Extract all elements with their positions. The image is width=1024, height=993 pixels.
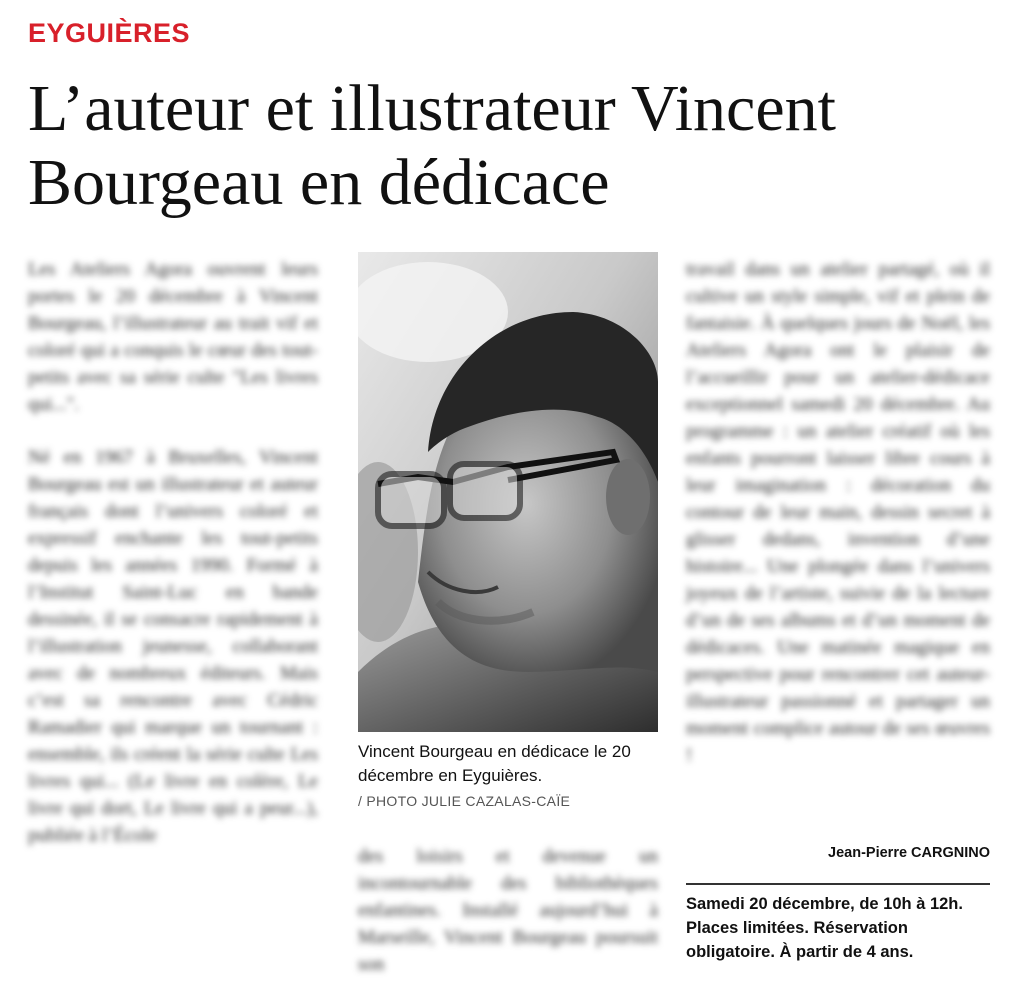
infobox-divider — [686, 883, 990, 885]
article-body-right: travail dans un atelier partagé, où il cultive un style simple, vif et plein de fantaisie. À quelques jours de Noël, les Ateliers Agora ont le plaisir de l’accueillir pour un atelier-dédicace exceptionnel samedi 20 décembre. Au programme : un atelier créatif où les enfants pourront laisser libre cours à leur imagination : décoration du contour de leur main, dessin secret à glisser dedans, invention d’une histoire... Une plongée dans l’univers joyeux de l’artiste, suivie de la lecture d’un de ses albums et d’un moment de dédicaces. Une matinée magique en perspective pour rencontrer cet auteur-illustrateur passionné et partager un moment complice autour de ses œuvres ! — [686, 259, 990, 766]
article-headline: L’auteur et illustrateur Vincent Bourgeau en dédicace — [28, 72, 836, 219]
photo-credit: / PHOTO JULIE CAZALAS-CAÏE — [358, 793, 571, 809]
author-byline: Jean-Pierre CARGNINO — [828, 845, 990, 861]
section-kicker: EYGUIÈRES — [28, 18, 191, 48]
photo-caption: Vincent Bourgeau en dédicace le 20 décembre en Eyguières. — [358, 742, 631, 785]
portrait-photo-graphic — [358, 252, 658, 732]
event-infobox: Samedi 20 décembre, de 10h à 12h. Places limitées. Réservation obligatoire. À partir de 4 ans. — [686, 895, 963, 961]
article-column-left — [28, 256, 318, 849]
article-column-middle — [358, 843, 658, 978]
article-column-right — [686, 256, 990, 769]
article-intro: Les Ateliers Agora ouvrent leurs portes le 20 décembre à Vincent Bourgeau, l’illustrateur au trait vif et coloré qui a conquis le cœur des tout-petits avec sa série culte "Les livres qui...". — [28, 259, 318, 415]
article-body-left: Né en 1967 à Bruxelles, Vincent Bourgeau est un illustrateur et auteur français dont l’univers coloré et expressif enchante les tout-petits depuis les années 1990. Formé à l’Institut Saint-Luc en bande dessinée, il se consacre rapidement à l’illustration jeunesse, collaborant avec de nombreux éditeurs. Mais c’est sa rencontre avec Cédric Ramadier qui marque un tournant : ensemble, ils créent la série culte Les livres qui... (Le livre en colère, Le livre qui dort, Le livre qui a peur...), publiée à l’École — [28, 447, 318, 846]
article-photo — [358, 252, 658, 732]
article-body-middle: des loisirs et devenue un incontournable des bibliothèques enfantines. Installé aujourd’hui à Marseille, Vincent Bourgeau poursuit son — [358, 846, 658, 975]
